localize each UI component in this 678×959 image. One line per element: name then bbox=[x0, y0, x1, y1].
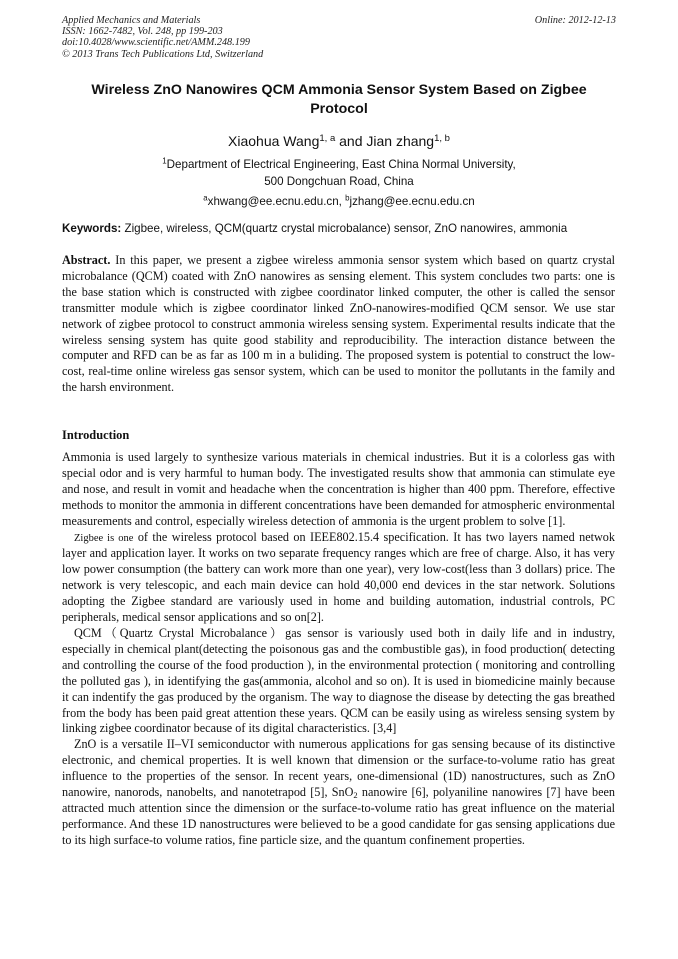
keywords-label: Keywords: bbox=[62, 222, 122, 235]
author-1-sup: 1, a bbox=[319, 132, 336, 144]
affiliation-line-2: 500 Dongchuan Road, China bbox=[264, 174, 414, 188]
intro-paragraph-1: Ammonia is used largely to synthesize various materials in chemical industries. But it is a colorless gas with special odor and is very harmful to human body. The investigated results show that ammonia can stimulate eye and nose, and result in vomit and headache when the concentration is higher than 400 ppm. Therefore, effective methods to monitor the ammonia in different concentrations have been demanded for atmospheric environmental measurements and control, especially wireless detection of ammonia is the urgent problem to solve [1]. bbox=[62, 450, 615, 528]
abstract-text: In this paper, we present a zigbee wireless ammonia sensor system which based on quartz crystal microbalance (QCM) coated with ZnO nanowires as sensing element. This system concludes two parts: one is the base station which is constructed with zigbee coordinator linked computer, the other is called the sensor transmitter module which is zigbee coordinator linked ZnO-nanowires-modified QCM sensor. We use star network of zigbee protocol to construct ammonia wireless sensing system. Experimental results indicate that the wireless sensing system has quite good stability and reproducibility. The interaction distance between the computer and RFD can be as far as 100 m in a buliding. The proposed system is potential to construct the low-cost, real-time online wireless gas sensor system, which can be used to monitor the pollutants in the family and the harsh environment. bbox=[62, 253, 615, 395]
journal-name: Applied Mechanics and Materials bbox=[62, 15, 201, 26]
affiliation-line-1: Department of Electrical Engineering, East China Normal University, bbox=[166, 158, 516, 171]
issn-line: ISSN: 1662-7482, Vol. 248, pp 199-203 bbox=[62, 26, 223, 38]
author-joiner: and bbox=[335, 133, 367, 149]
intro-paragraph-4-sub: 2 bbox=[353, 790, 358, 801]
email-b-sup: b bbox=[345, 193, 350, 203]
author-2: Jian zhang bbox=[366, 133, 435, 149]
paper-title: Wireless ZnO Nanowires QCM Ammonia Sensor System Based on Zigbee Protocol bbox=[91, 82, 587, 117]
doi-line[interactable]: doi:10.4028/www.scientific.net/AMM.248.199 bbox=[62, 37, 250, 49]
author-1: Xiaohua Wang bbox=[228, 133, 320, 149]
keywords-line bbox=[62, 221, 622, 236]
author-line bbox=[62, 132, 616, 150]
email-a[interactable]: xhwang@ee.ecnu.edu.cn, bbox=[207, 195, 346, 208]
introduction-body bbox=[62, 450, 615, 849]
intro-paragraph-2 bbox=[62, 530, 615, 626]
online-date: Online: 2012-12-13 bbox=[534, 15, 616, 26]
email-a-sup: a bbox=[203, 193, 208, 203]
intro-paragraph-4 bbox=[62, 737, 615, 848]
email-line bbox=[62, 194, 616, 209]
intro-paragraph-4-text-a: ZnO is a versatile II–VI semiconductor with numerous applications for gas sensing because of its distinctive electronic, and chemical properties. It is well known that dimension or the surface-to-volume ratio has great influence to the properties of the sensor. In recent years, one-dimensional (1D) nanostructures, such as ZnO nanowire, nanorods, nanobelts, and nanotetrapod [5], SnO bbox=[62, 737, 615, 800]
affiliation bbox=[62, 157, 616, 190]
section-heading-introduction: Introduction bbox=[62, 428, 130, 442]
email-b[interactable]: jzhang@ee.ecnu.edu.cn bbox=[349, 195, 475, 208]
intro-paragraph-4-text-b: nanowire [6], polyaniline nanowires [7] have been attracted much attention since the dimension or the surface-to-volume ratio has great influence on the material performance. And these 1D nanostructures were believed to be a good candidate for gas sensing applications due to its high surface-to volume ratios, fine particle size, and the quantum confinement properties. bbox=[62, 785, 615, 847]
affiliation-sup: 1 bbox=[162, 156, 167, 166]
journal-header bbox=[62, 15, 616, 60]
abstract-label: Abstract. bbox=[62, 253, 111, 267]
intro-paragraph-3: QCM（Quartz Crystal Microbalance）gas sensor is variously used both in daily life and in industry, especially in chemical plant(detecting the poisonous gas and the combustible gas), in food production( detecting and controlling the course of the food production ), in the environmental protection ( monitoring and controlling the polluted gas ), in identifying the gas(ammonia, alcohol and so on). It is used in biomedicine mainly because it can indentify the gas produced by the organism. The way to diagnose the disease by detecting the gas breathed from the body has been paid great attention these years. QCM can be easily using as wireless sensing system by linking zigbee coordinator because of its digital characteristics. [3,4] bbox=[62, 625, 615, 736]
keywords-text: Zigbee, wireless, QCM(quartz crystal microbalance) sensor, ZnO nanowires, ammonia bbox=[121, 222, 568, 235]
abstract-block bbox=[62, 253, 615, 396]
intro-paragraph-2-lead: Zigbee is one bbox=[74, 532, 134, 544]
intro-paragraph-2-text: of the wireless protocol based on IEEE802.15.4 specification. It has two layers named netwok layer and application layer. It works on two separate frequency ranges which are free of charge. Also, it has very low power consumption (the battery can work more than one year), very low-cost(less than 3 dollars) price. The network is very telescopic, and each main device can hold 40,000 end devices in the star network. Solutions adopting the Zigbee standard are variously used in home and building automation, industrial controls, PC peripherals, medical sensor applications and so on[2]. bbox=[62, 529, 615, 625]
copyright-line: © 2013 Trans Tech Publications Ltd, Switzerland bbox=[62, 48, 264, 60]
author-2-sup: 1, b bbox=[434, 132, 450, 144]
